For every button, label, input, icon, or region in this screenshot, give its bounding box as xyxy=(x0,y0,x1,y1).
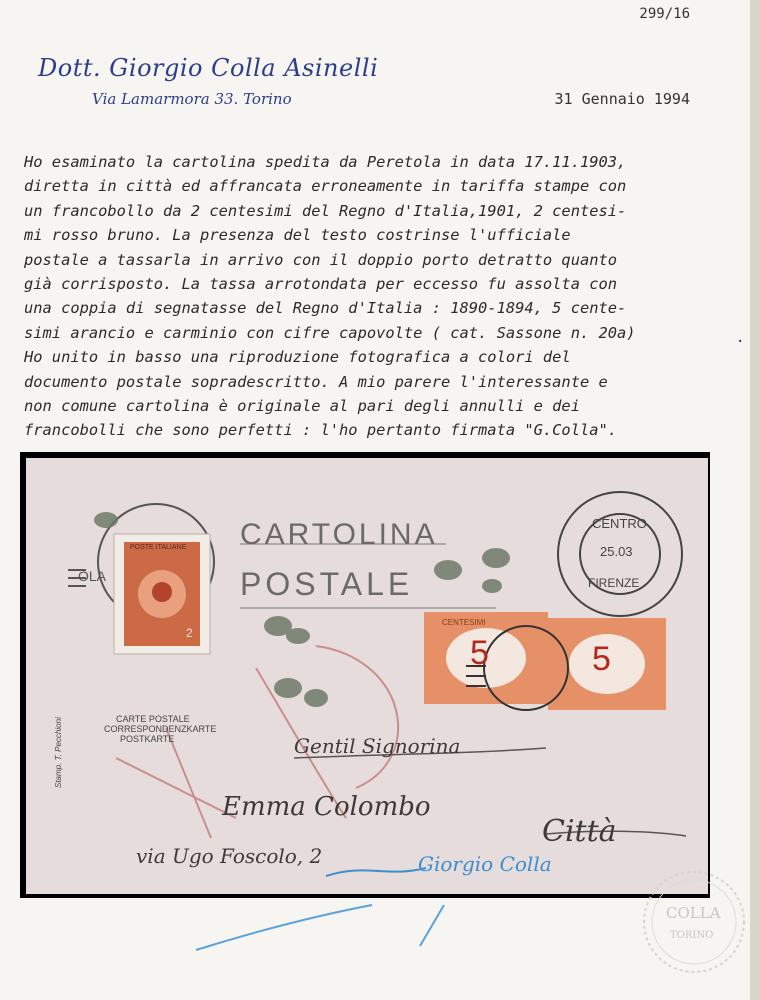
margin-mark: . xyxy=(736,330,745,346)
address-line2: Emma Colombo xyxy=(222,792,431,822)
body-line: diretta in città ed affrancata erroneamente in tariffa stampe con xyxy=(24,177,627,196)
body-line: postale a tassarla in arrivo con il doppio porto detratto quanto xyxy=(24,250,618,269)
seal-ring-icon xyxy=(640,868,748,976)
postcard-heading-line2: POSTALE xyxy=(240,566,414,602)
certificate-date: 31 Gennaio 1994 xyxy=(554,90,690,108)
body-line: Ho esaminato la cartolina spedita da Peretola in data 17.11.1903, xyxy=(24,153,627,171)
letterhead-address: Via Lamarmora 33. Torino xyxy=(92,90,292,108)
reference-number: 299/16 xyxy=(639,6,690,22)
due-stamp-value-left: 5 xyxy=(470,634,489,672)
body-line: francobolli che sono perfetti : l'ho pertanto firmata "G.Colla". xyxy=(24,421,618,440)
postcard-heading-line1: CARTOLINA xyxy=(240,518,438,551)
stamp-value: 2 xyxy=(186,626,193,640)
due-stamp-text: CENTESIMI xyxy=(442,618,486,627)
body-line: un francobollo da 2 centesimi del Regno d'Italia,1901, 2 centesi- xyxy=(24,201,627,220)
letterhead-name: Dott. Giorgio Colla Asinelli xyxy=(38,54,379,82)
postmark-right-top: CENTRO xyxy=(592,516,647,531)
body-line: documento postale sopradescritto. A mio parere l'interessante e xyxy=(24,372,608,391)
stamp-text: POSTE ITALIANE xyxy=(130,544,187,551)
side-imprint: Stamp. T. Pecchioni xyxy=(54,717,63,788)
page-edge xyxy=(750,0,760,1000)
address-line1: Gentil Signorina xyxy=(294,734,461,758)
seal-top-text: COLLA xyxy=(666,904,721,922)
body-line: simi arancio e carminio con cifre capovolte ( cat. Sassone n. 20a) xyxy=(24,323,636,342)
imprint-line1: CARTE POSTALE xyxy=(116,714,190,724)
due-stamp-value-right: 5 xyxy=(592,640,611,678)
body-line: Ho unito in basso una riproduzione fotografica a colori del xyxy=(24,348,571,367)
postmark-right-mid: 25.03 xyxy=(600,544,633,559)
body-line: già corrisposto. La tassa arrotondata per eccesso fu assolta con xyxy=(24,275,618,294)
body-line: non comune cartolina è originale al pari degli annulli e dei xyxy=(24,397,580,416)
address-city: Città xyxy=(542,814,617,849)
postmark-right-bottom: FIRENZE xyxy=(588,576,640,590)
body-line: una coppia di segnatasse del Regno d'Italia : 1890-1894, 5 cente- xyxy=(24,299,627,318)
imprint-line2: CORRESPONDENZKARTE xyxy=(104,724,217,734)
imprint-line3: POSTKARTE xyxy=(120,734,175,744)
authentication-signature: Giorgio Colla xyxy=(418,852,552,876)
address-line3: via Ugo Foscolo, 2 xyxy=(136,844,323,868)
postmark-left-text: OLA xyxy=(78,568,107,584)
seal-bottom-text: TORINO xyxy=(670,930,714,941)
collector-embossed-seal xyxy=(640,868,748,976)
body-line: mi rosso bruno. La presenza del testo costrinse l'ufficiale xyxy=(24,226,571,245)
